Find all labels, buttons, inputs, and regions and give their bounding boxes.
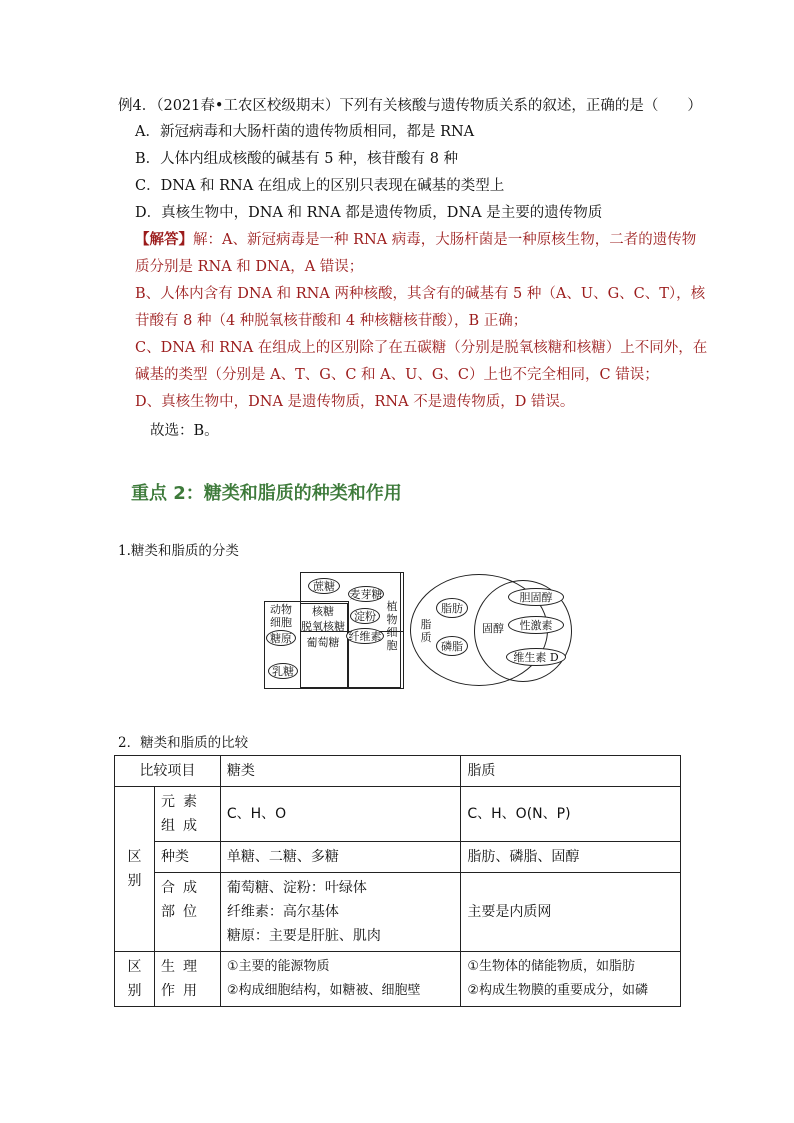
sugar-types: 单糖、二糖、多糖 — [220, 842, 461, 873]
option-c: C．DNA 和 RNA 在组成上的区别只表现在碱基的类型上 — [135, 178, 505, 194]
label-site: 合成部位 — [154, 873, 220, 952]
header-lipid: 脂质 — [461, 756, 681, 787]
maltose-oval — [348, 586, 384, 602]
header-sugar: 糖类 — [220, 756, 461, 787]
lipid-site: 主要是内质网 — [461, 873, 681, 952]
lipid-function-2: ②构成生物膜的重要成分，如磷 — [467, 983, 649, 998]
answer-choice: 故选：B。 — [150, 423, 219, 439]
table-row — [115, 873, 681, 952]
section1-title: 1.糖类和脂质的分类 — [118, 543, 239, 559]
starch-label: 淀粉 — [354, 610, 376, 623]
answer-line-2: 质分别是 RNA 和 DNA，A 错误； — [135, 259, 364, 275]
answer-text-1: 解：A、新冠病毒是一种 RNA 病毒，大肠杆菌是一种原核生物，二者的遗传物 — [193, 232, 697, 248]
sucrose-label: 蔗糖 — [313, 580, 335, 593]
option-d: D．真核生物中，DNA 和 RNA 都是遗传物质，DNA 是主要的遗传物质 — [135, 205, 603, 221]
answer-line-7: D、真核生物中，DNA 是遗传物质，RNA 不是遗传物质，D 错误。 — [135, 394, 575, 410]
cholesterol-label: 胆固醇 — [519, 591, 553, 604]
lactose-label: 乳糖 — [272, 665, 294, 678]
group-difference-1: 区别 — [115, 787, 155, 952]
deoxyribose-label: 脱氧核糖 — [301, 620, 345, 633]
lipid-function — [461, 952, 681, 1007]
sugar-function — [220, 952, 461, 1007]
answer-line-1 — [135, 230, 696, 250]
sugar-function-2: ②构成细胞结构，如糖被、细胞壁 — [226, 983, 421, 998]
glycogen-oval — [266, 630, 296, 646]
phospholipid-oval — [436, 636, 468, 656]
maltose-label: 麦芽糖 — [349, 588, 383, 601]
answer-line-4: 苷酸有 8 种（4 种脱氧核苷酸和 4 种核糖核苷酸），B 正确； — [135, 313, 528, 329]
sucrose-oval — [308, 578, 340, 594]
answer-line-5: C、DNA 和 RNA 在组成上的区别除了在五碳糖（分别是脱氧核糖和核糖）上不同外，在 — [135, 340, 708, 356]
question-stem: 例4．（2021春•工农区校级期末）下列有关核酸与遗传物质关系的叙述，正确的是（ ） — [118, 98, 702, 114]
starch-oval — [350, 608, 380, 624]
lipid-label: 脂质 — [420, 618, 432, 644]
vitamin-d-oval — [506, 648, 566, 666]
plant-cell-label: 植物细胞 — [386, 600, 398, 652]
option-a: A．新冠病毒和大肠杆菌的遗传物质相同，都是 RNA — [135, 124, 475, 140]
answer-tag: 【解答】 — [135, 231, 193, 248]
glucose-label: 葡萄糖 — [306, 636, 340, 649]
table-header-row — [115, 756, 681, 787]
phospholipid-label: 磷脂 — [441, 640, 463, 653]
sugar-site-3: 糖原：主要是肝脏、肌肉 — [226, 928, 381, 944]
sugar-elements: C、H、O — [220, 787, 461, 842]
animal-cell-label: 动物细胞 — [270, 603, 292, 629]
vitamin-d-label: 维生素 D — [513, 651, 559, 664]
cellulose-oval — [346, 628, 384, 644]
lactose-oval — [268, 663, 298, 679]
table-row — [115, 842, 681, 873]
ribose-label: 核糖 — [312, 605, 334, 618]
fat-label: 脂肪 — [441, 602, 463, 615]
label-types: 种类 — [154, 842, 220, 873]
comparison-table — [114, 755, 681, 1007]
cholesterol-oval — [508, 588, 564, 606]
table-row — [115, 787, 681, 842]
header-compare-item: 比较项目 — [115, 756, 221, 787]
answer-line-6: 碱基的类型（分别是 A、T、G、C 和 A、U、G、C）上也不完全相同，C 错误； — [135, 367, 659, 383]
lipid-types: 脂肪、磷脂、固醇 — [461, 842, 681, 873]
group-difference-2: 区别 — [115, 952, 155, 1007]
label-function: 生理作用 — [154, 952, 220, 1007]
fat-oval — [436, 598, 468, 618]
table-row — [115, 952, 681, 1007]
lipid-elements: C、H、O(N、P) — [461, 787, 681, 842]
sterol-label: 固醇 — [482, 622, 504, 635]
answer-line-3: B、人体内含有 DNA 和 RNA 两种核酸，其含有的碱基有 5 种（A、U、G、C、T），核 — [135, 286, 706, 302]
glycogen-label: 糖原 — [270, 632, 292, 645]
lipid-function-1: ①生物体的储能物质，如脂肪 — [467, 959, 636, 974]
sugar-site-1: 葡萄糖、淀粉：叶绿体 — [226, 880, 367, 896]
sugar-site-2: 纤维素：高尔基体 — [226, 904, 339, 920]
sex-hormone-label: 性激素 — [519, 619, 553, 632]
sugar-site — [220, 873, 461, 952]
option-b: B．人体内组成核酸的碱基有 5 种，核苷酸有 8 种 — [135, 151, 459, 167]
cellulose-label: 纤维素 — [348, 630, 382, 643]
classification-diagram — [262, 570, 682, 690]
label-elements: 元素组成 — [154, 787, 220, 842]
sex-hormone-oval — [508, 616, 564, 634]
sugar-function-1: ①主要的能源物质 — [226, 959, 330, 974]
section-heading: 重点 2：糖类和脂质的种类和作用 — [131, 483, 402, 504]
section2-title: 2．糖类和脂质的比较 — [118, 735, 249, 751]
